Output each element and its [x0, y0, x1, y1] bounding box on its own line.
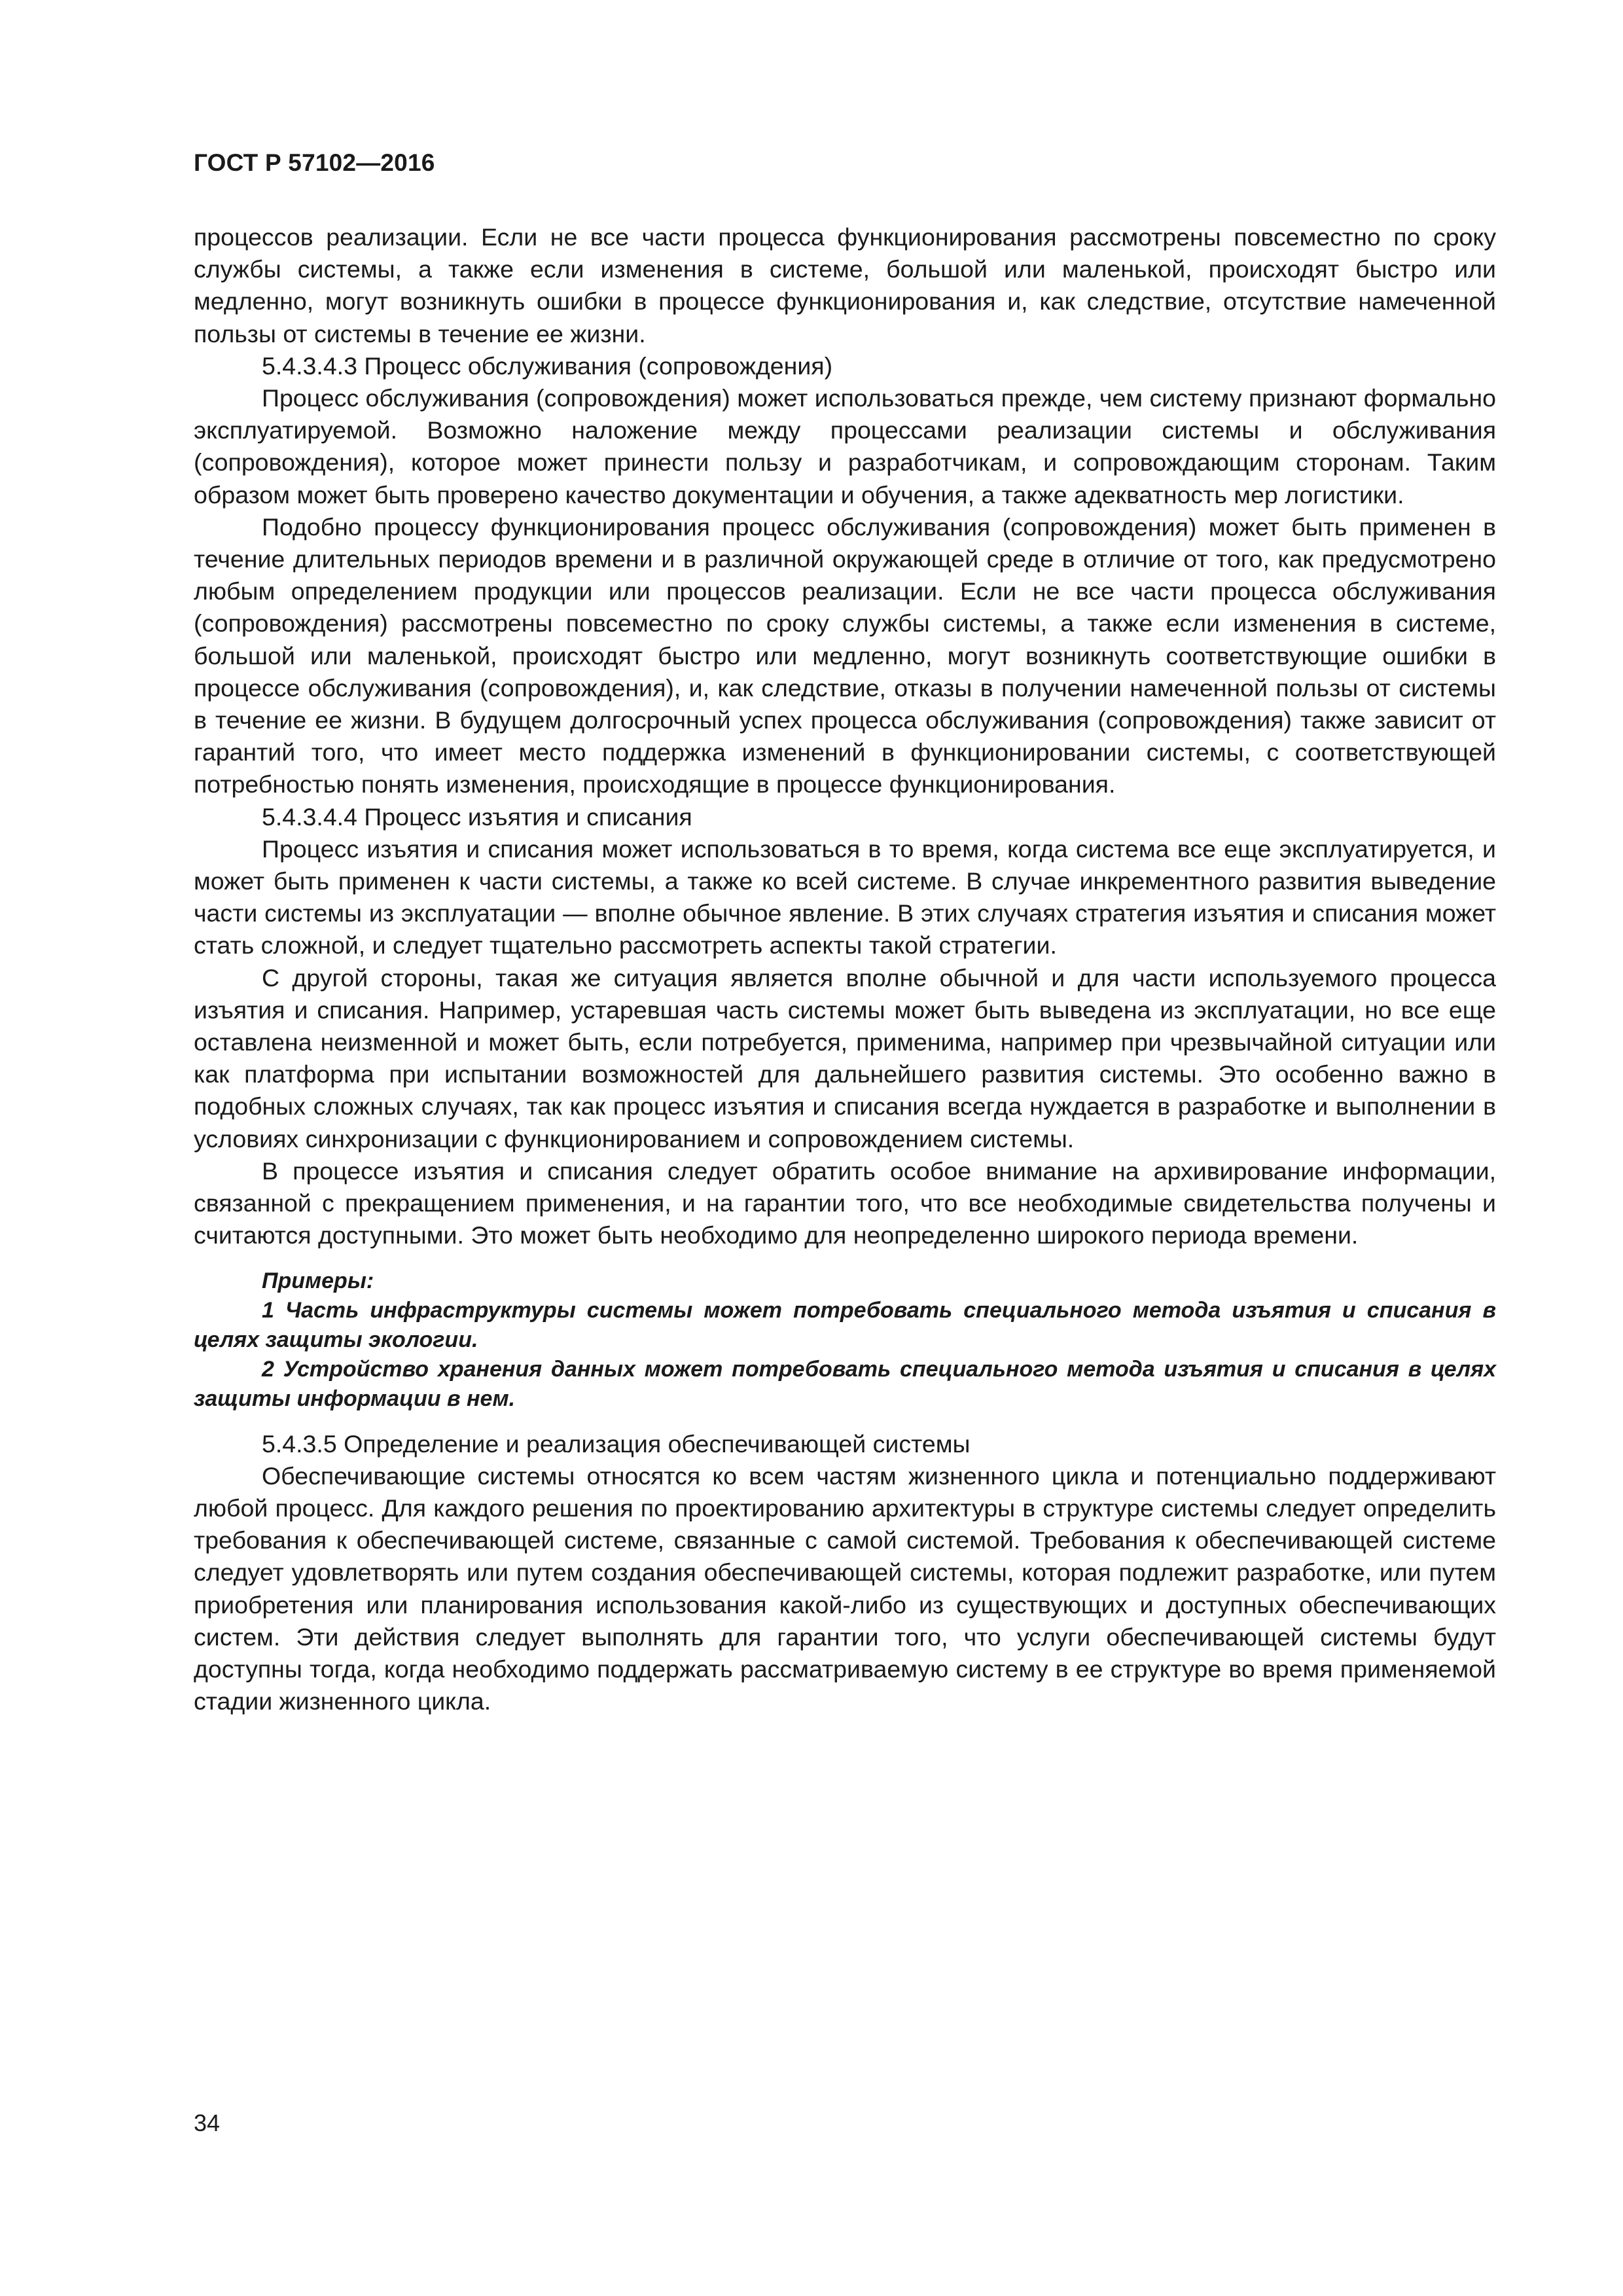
paragraph: С другой стороны, такая же ситуация является вполне обычной и для части используемого процесса изъятия и списания. Например, устаревшая часть системы может быть выведена из эксплуатации, но все еще оставлена неизменной и может быть, если потребуется, применима, например при чрезвычайной ситуации или как платформа при испытании возможностей для дальнейшего развития системы. Это особенно важно в подобных сложных случаях, так как процесс изъятия и списания всегда нуждается в разработке и выполнении в условиях синхронизации с функционированием и сопровождением системы. [194, 963, 1496, 1153]
document-body [194, 221, 1496, 1717]
paragraph: Процесс обслуживания (сопровождения) может использоваться прежде, чем систему признают формально эксплуатируемой. Возможно наложение между процессами реализации системы и обслуживания (сопровождения), которое может принести пользу и разработчикам, и сопровождающим сторонам. Таким образом может быть проверено качество документации и обучения, а также адекватность мер логистики. [194, 384, 1496, 509]
paragraph: Подобно процессу функционирования процесс обслуживания (сопровождения) может быть применен в течение длительных периодов времени и в различной окружающей среде в отличие от того, как предусмотрено любым определением продукции или процессов реализации. Если не все части процесса обслуживания (сопровождения) рассмотрены повсеместно по сроку службы системы, а также если изменения в системе, большой или маленькой, происходят быстро или медленно, могут возникнуть соответствующие ошибки в процессе обслуживания (сопровождения), и, как следствие, отказы в получении намеченной пользы от системы в течение ее жизни. В будущем долгосрочный успех процесса обслуживания (сопровождения) также зависит от гарантий того, что имеет место поддержка изменений в функционировании системы, с соответствующей потребностью понять изменения, происходящие в процессе функционирования. [194, 512, 1496, 798]
paragraph-continuation: процессов реализации. Если не все части процесса функционирования рассмотрены повсеместно по сроку службы системы, а также если изменения в системе, большой или маленькой, происходят быстро или медленно, могут возникнуть ошибки в процессе функционирования и, как следствие, отсутствие намеченной пользы от системы в течение ее жизни. [194, 223, 1496, 348]
paragraph: В процессе изъятия и списания следует обратить особое внимание на архивирование информации, связанной с прекращением применения, и на гарантии того, что все необходимые свидетельства получены и считаются доступными. Это может быть необходимо для неопределенно широкого периода времени. [194, 1157, 1496, 1249]
section-heading-5-4-3-4-3: 5.4.3.4.3 Процесс обслуживания (сопровождения) [262, 351, 833, 380]
paragraph: Процесс изъятия и списания может использоваться в то время, когда система все еще эксплуатируется, и может быть применен к части системы, а также ко всей системе. В случае инкрементного развития выведение части системы из эксплуатации — вполне обычное явление. В этих случаях стратегия изъятия и списания может стать сложной, и следует тщательно рассмотреть аспекты такой стратегии. [194, 834, 1496, 960]
section-heading-5-4-3-4-4: 5.4.3.4.4 Процесс изъятия и списания [262, 802, 692, 831]
example-item: 1 Часть инфраструктуры системы может потребовать специального метода изъятия и списания в целях защиты экологии. [194, 1297, 1496, 1352]
examples-block [194, 1266, 1496, 1414]
example-item: 2 Устройство хранения данных может потребовать специального метода изъятия и списания в целях защиты информации в нем. [194, 1356, 1496, 1411]
document-header: ГОСТ Р 57102—2016 [194, 149, 435, 176]
paragraph: Обеспечивающие системы относятся ко всем частям жизненного цикла и потенциально поддерживают любой процесс. Для каждого решения по проектированию архитектуры в структуре системы следует определить требования к обеспечивающей системе, связанные с самой системой. Требования к обеспечивающей системе следует удовлетворять или путем создания обеспечивающей системы, которая подлежит разработке, или путем приобретения или планирования использования какой-либо из существующих и доступных обеспечивающих систем. Эти действия следует выполнять для гарантии того, что услуги обеспечивающей системы будут доступны тогда, когда необходимо поддержать рассматриваемую систему в ее структуре во время применяемой стадии жизненного цикла. [194, 1462, 1496, 1715]
section-heading-5-4-3-5: 5.4.3.5 Определение и реализация обеспечивающей системы [262, 1429, 971, 1458]
page-number: 34 [194, 2109, 221, 2136]
examples-title: Примеры: [262, 1268, 374, 1293]
